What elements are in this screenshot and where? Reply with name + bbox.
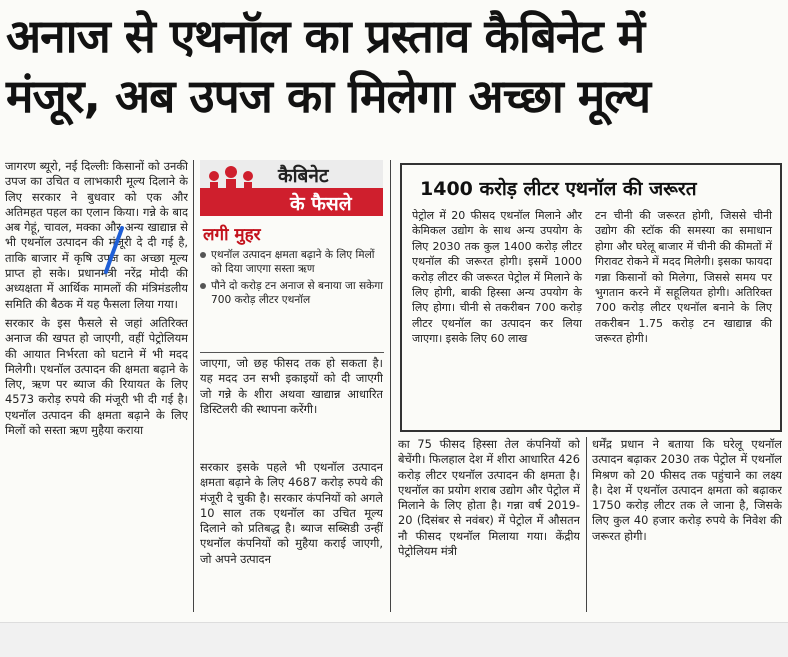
pen-mark-icon [102, 226, 128, 276]
column-divider-1 [193, 160, 194, 612]
bottom-strip [0, 622, 788, 657]
sidebox-title: 1400 करोड़ लीटर एथनॉल की जरूरत [420, 178, 697, 200]
column-1-paragraph-1: जागरण ब्यूरो, नई दिल्लीः किसानों को उनकी उपज का उचित व लाभकारी मूल्य दिलाने के लिए सरकार ने बुधवार को एक और अतिमहत पहल का एलान किया। गन्ने के बाद अब गेहूं, चावल, मक्का और अन्य खाद्यान्न से भी एथनॉल उत्पादन की मंजूरी दे दी गई है, ताकि बाजार में कृषि उपज का अच्छा मूल्य प्राप्त हो सके। प्रधानमंत्री नरेंद्र मोदी की अध्यक्षता में आर्थिक मामलों की मंत्रिमंडलीय समिति की बैठक में यह फैसला लिया गया। [5, 159, 188, 311]
article-column-1 [5, 159, 188, 609]
sidebox-column-1: पेट्रोल में 20 फीसद एथनॉल मिलाने और केमिकल उद्योग के साथ अन्य उपयोग के लिए 2030 तक कुल 1400 करोड़ लीटर एथनॉल की जरूरत होगी। इसमें 1000 करोड़ लीटर की जरूरत पेट्रोल में मिलाने के लिए होगी, बाकी हिस्सा अन्य उपयोग के लिए होगा। चीनी से तकरीबन 700 करोड़ लीटर एथनॉल का उत्पादन कर लिया जाएगा। इसके लिए 60 लाख [412, 209, 582, 346]
headline [6, 6, 782, 126]
bullet-dot-icon [200, 283, 206, 289]
headline-line-1: अनाज से एथनॉल का प्रस्ताव कैबिनेट में [6, 9, 645, 63]
ethanol-requirement-box [400, 163, 782, 432]
column-2-paragraph-1: जाएगा, जो छह फीसद तक हो सकता है। यह मदद उन सभी इकाइयों को दी जाएगी जो गन्ने के शीरा अथवा खाद्यान्न आधारित डिस्टिलरी की स्थापना करेंगी। [200, 356, 383, 416]
article-column-3 [398, 437, 580, 612]
bullets-divider [200, 352, 384, 353]
column-divider-2 [390, 160, 391, 612]
column-1-paragraph-2: सरकार के इस फैसले से जहां अतिरिक्त अनाज की खपत हो जाएगी, वहीं पेट्रोलियम की आयात निर्भरता को घटाने में भी मदद मिलेगी। एथनॉल उत्पादन की क्षमता बढ़ाने के लिए, ऋण पर ब्याज की रियायत के लिए 4573 करोड़ रुपये की मंजूरी भी दी गई है। एथनॉल उत्पादन की क्षमता बढ़ाने के लिए मिलों को सस्ता ऋण मुहैया कराया [5, 315, 188, 438]
cabinet-meeting-icon [202, 162, 260, 212]
decisions-label: के फैसले [290, 193, 352, 215]
bullet-text: पौने दो करोड़ टन अनाज से बनाया जा सकेगा 700 करोड़ लीटर एथनॉल [211, 280, 383, 306]
approval-seal-label: लगी मुहर [203, 225, 261, 245]
article-column-2-top [200, 356, 383, 456]
bullet-dot-icon [200, 252, 206, 258]
bullet-text: एथनॉल उत्पादन क्षमता बढ़ाने के लिए मिलों को दिया जाएगा सस्ता ऋण [211, 249, 375, 275]
bullet-item [200, 279, 385, 307]
column-2-paragraph-2: सरकार इसके पहले भी एथनॉल उत्पादन क्षमता बढ़ाने के लिए 4687 करोड़ रुपये की मंजूरी दे चुकी है। सरकार कंपनियों को अगले 10 साल तक एथनॉल का उचित मूल्य दिलाने को प्रतिबद्ध है। ब्याज सब्सिडी उन्हीं एथनॉल कंपनियों को मुहैया कराई जाएगी, जो अपने उत्पादन [200, 460, 383, 566]
column-4-paragraph: धर्मेंद्र प्रधान ने बताया कि घरेलू एथनॉल उत्पादन बढ़ाकर 2030 तक पेट्रोल में एथनॉल मिश्रण को 20 फीसद तक पहुंचाने का लक्ष्य है। देश में एथनॉल उत्पादन क्षमता को बढ़ाकर 1750 करोड़ लीटर तक ले जाना है, जिसके लिए कुल 40 हजार करोड़ रुपये के निवेश की जरूरत होगी। [592, 437, 782, 543]
article-column-4 [592, 437, 782, 612]
decision-bullets [200, 248, 385, 310]
bullet-item [200, 248, 385, 276]
cabinet-decision-box [200, 160, 383, 216]
headline-line-2: मंजूर, अब उपज का मिलेगा अच्छा मूल्य [6, 69, 651, 123]
cabinet-label: कैबिनेट [278, 165, 329, 187]
sidebox-column-2: टन चीनी की जरूरत होगी, जिससे चीनी उद्योग की स्टॉक की समस्या का समाधान होगा और घरेलू बाजार में चीनी की कीमतों में गिरावट रोकने में मदद मिलेगी। इसका फायदा गन्ना किसानों को मिलेगा, जिससे समय पर भुगतान करने में सहूलियत होगी। अतिरिक्त 700 करोड़ लीटर एथनॉल बनाने के लिए तकरीबन 1.75 करोड़ टन खाद्यान्न की जरूरत होगी। [595, 209, 772, 346]
column-divider-3 [586, 437, 587, 612]
article-column-2-bottom [200, 460, 383, 610]
column-3-paragraph: का 75 फीसद हिस्सा तेल कंपनियों को बेचेंगी। फिलहाल देश में शीरा आधारित 426 करोड़ लीटर एथनॉल उत्पादन की क्षमता है। एथनॉल का प्रयोग शराब उद्योग और पेट्रोल में मिलाने के लिए होता है। गन्ना वर्ष 2019-20 (दिसंबर से नवंबर) में पेट्रोल में औसतन नौ फीसद एथनॉल मिलाया गया। केंद्रीय पेट्रोलियम मंत्री [398, 437, 580, 559]
